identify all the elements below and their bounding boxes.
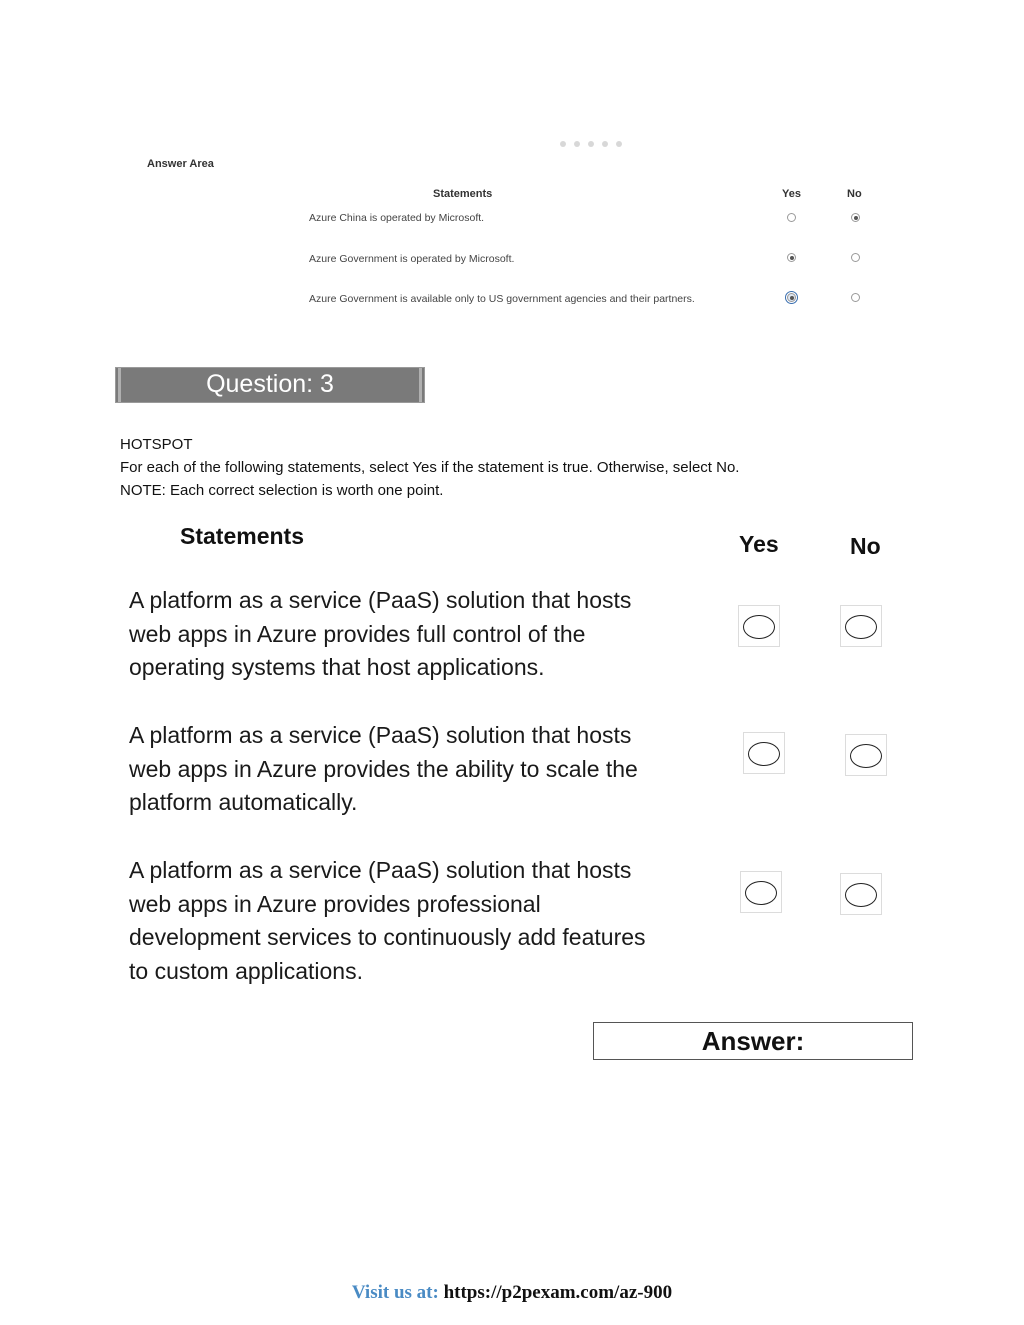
top-statement-3: Azure Government is available only to US government agencies and their partners.: [309, 293, 695, 305]
top-statements-header: Statements: [433, 188, 493, 200]
question-note: NOTE: Each correct selection is worth one point.: [120, 482, 444, 499]
statement-1: [129, 584, 729, 685]
top-row2-yes-radio[interactable]: [787, 253, 796, 262]
top-no-header: No: [847, 188, 862, 200]
footer: [0, 1282, 1024, 1304]
radio-circle-icon: [745, 881, 777, 905]
footer-link[interactable]: https://p2pexam.com/az-900: [443, 1282, 673, 1303]
top-row1-yes-radio[interactable]: [787, 213, 796, 222]
row3-yes-radio[interactable]: [740, 871, 782, 913]
radio-circle-icon: [743, 615, 775, 639]
row2-yes-radio[interactable]: [743, 732, 785, 774]
radio-circle-icon: [845, 883, 877, 907]
statement-2: [129, 719, 729, 820]
statement-1-line: web apps in Azure provides full control of the: [129, 620, 586, 647]
question-instruction: For each of the following statements, select Yes if the statement is true. Otherwise, select No.: [120, 459, 740, 476]
radio-circle-icon: [850, 744, 882, 768]
statement-3-line: web apps in Azure provides professional: [129, 890, 541, 917]
top-statement-1: Azure China is operated by Microsoft.: [309, 212, 485, 224]
answer-box: [593, 1022, 913, 1060]
answer-area-title: Answer Area: [147, 158, 214, 170]
top-statement-2: Azure Government is operated by Microsoft.: [309, 253, 515, 265]
row1-yes-radio[interactable]: [738, 605, 780, 647]
statement-3-line: development services to continuously add features: [129, 924, 646, 950]
top-row2-no-radio[interactable]: [851, 253, 860, 262]
top-row3-yes-radio[interactable]: [787, 293, 796, 302]
statement-2-line: A platform as a service (PaaS) solution that hosts: [129, 722, 632, 748]
statement-1-line: A platform as a service (PaaS) solution that hosts: [129, 587, 632, 613]
statement-2-line: web apps in Azure provides the ability to scale the: [129, 755, 638, 782]
question-title: Question: 3: [206, 370, 334, 398]
radio-circle-icon: [845, 615, 877, 639]
statement-3: [129, 854, 729, 988]
top-row1-no-radio[interactable]: [851, 213, 860, 222]
pager-dots: [560, 141, 622, 147]
statement-3-line: to custom applications.: [129, 957, 363, 984]
top-row3-no-radio[interactable]: [851, 293, 860, 302]
statement-1-line: operating systems that host applications.: [129, 654, 545, 680]
footer-lead: Visit us at:: [351, 1282, 439, 1303]
row2-no-radio[interactable]: [845, 734, 887, 776]
row1-no-radio[interactable]: [840, 605, 882, 647]
no-header: No: [850, 533, 881, 559]
statement-2-line: platform automatically.: [129, 789, 358, 815]
statement-3-line: A platform as a service (PaaS) solution that hosts: [129, 857, 632, 883]
question-type: HOTSPOT: [120, 436, 193, 453]
statements-header: Statements: [180, 523, 304, 549]
question-header-bar: [115, 367, 425, 403]
row3-no-radio[interactable]: [840, 873, 882, 915]
top-yes-header: Yes: [782, 188, 801, 200]
radio-circle-icon: [748, 742, 780, 766]
yes-header: Yes: [739, 531, 779, 557]
answer-label: Answer:: [701, 1026, 805, 1056]
